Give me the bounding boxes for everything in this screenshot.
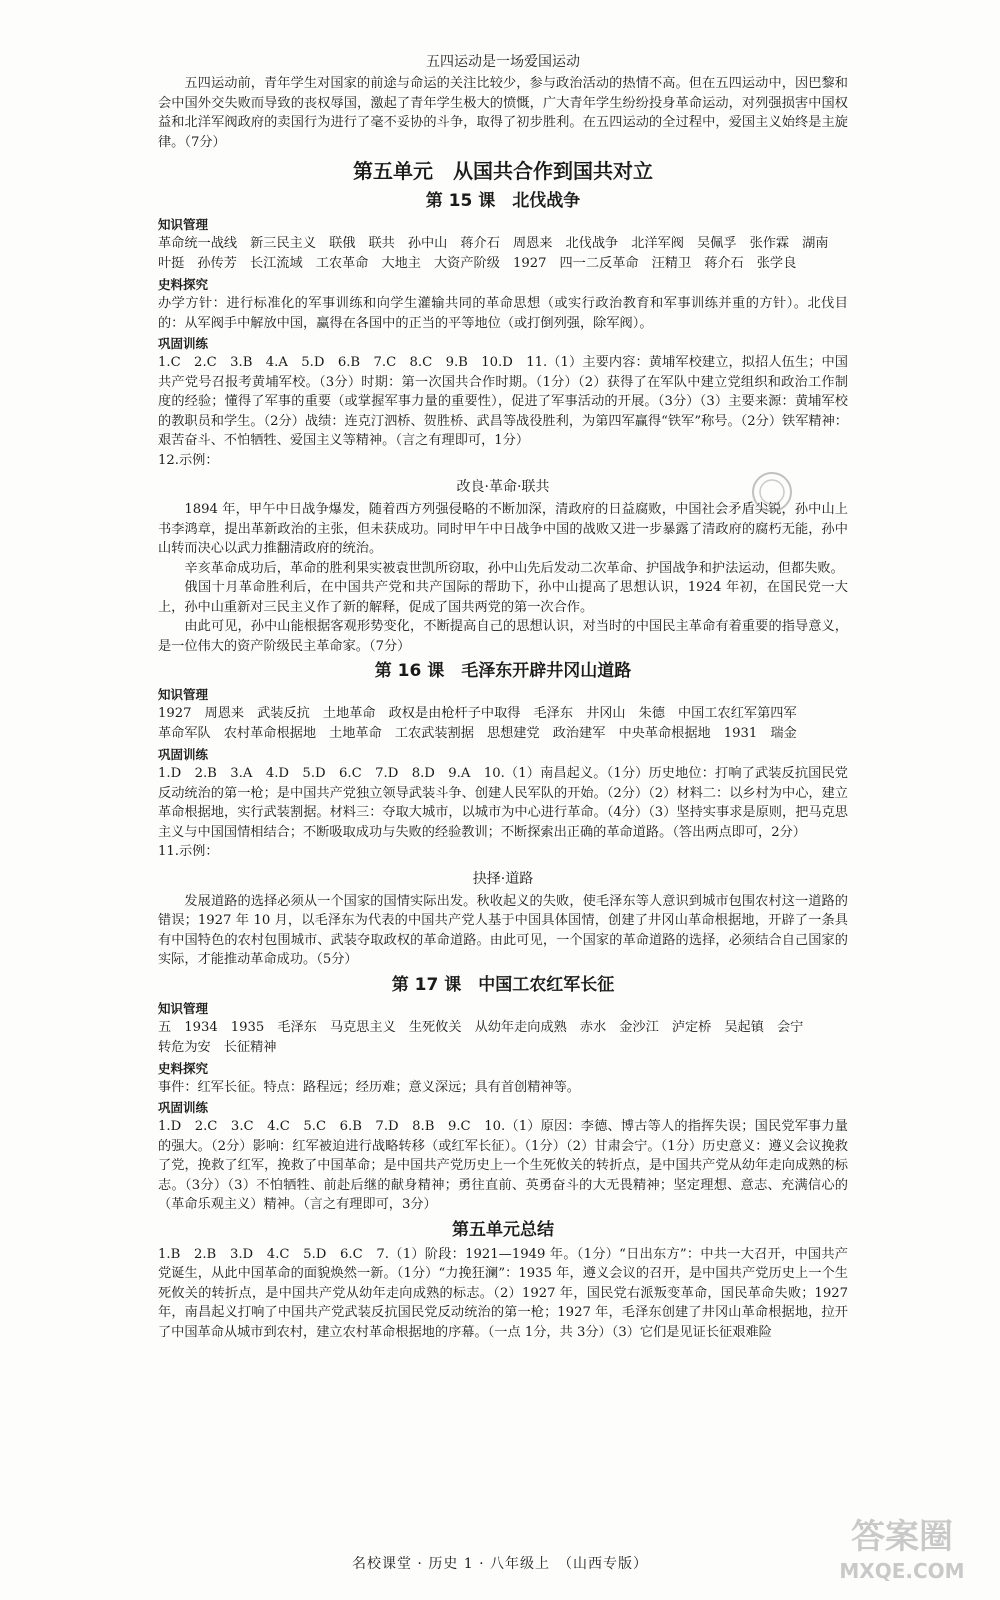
- term-item: 转危为安: [158, 1039, 211, 1055]
- term-item: 张学良: [756, 256, 797, 271]
- term-item: 蒋介石: [704, 256, 744, 271]
- unit-5-summary-title: 第五单元总结: [452, 1219, 554, 1240]
- term-item: 北伐战争: [565, 236, 619, 251]
- knowledge-label: 知识管理: [158, 687, 209, 702]
- term-item: 吴佩孚: [697, 236, 737, 251]
- term-item: 1927: [158, 706, 192, 721]
- term-item: 长征精神: [223, 1039, 277, 1055]
- lesson-15-essay-title: 改良·革命·联共: [456, 479, 550, 495]
- term-item: 蒋介石: [460, 236, 500, 251]
- unit-5-summary: [158, 1217, 848, 1343]
- lesson-16-essay-title: 抉择·道路: [472, 870, 534, 887]
- lesson-17-terms: [158, 1018, 848, 1058]
- lesson-16-practice: 1.D 2.B 3.A 4.D 5.D 6.C 7.D 8.D 9.A 10.（1）南昌起义。（1分）历史地位：打响了武装反抗国民党反动统治的第一枪；是中国共产党独立领导武装斗争、创建人民军队的开始。（2分）（2）材料二：以乡村为中心，建立革命根据地，实行武装割据。材料三：夺取大城市，以城市为中心进行革命。（4分）（3）坚持实事求是原则，把马克思主义与中国国情相结合；不断吸取成功与失败的经验教训；不断探索出正确的革命道路。（答出两点即可，2分）: [158, 766, 848, 840]
- term-item: 联共: [368, 236, 395, 251]
- term-item: 五: [158, 1019, 172, 1035]
- term-item: 四一二反革命: [559, 256, 639, 271]
- intro-essay-body: 五四运动前，青年学生对国家的前途与命运的关注比较少，参与政治活动的热情不高。但在五四运动中，因巴黎和会中国外交失败而导致的丧权辱国，激起了青年学生极大的愤慨，广大青年学生纷纷投身革命运动，对列强损害中国权益和北洋军阀政府的卖国行为进行了毫不妥协的斗争，取得了初步胜利。在五四运动的全过程中，爱国主义始终是主旋律。（7分）: [158, 76, 848, 150]
- lesson-16: [158, 658, 848, 970]
- term-item: 政权是由枪杆子中取得: [388, 706, 521, 721]
- lesson-15-essay-para: 1894 年，甲午中日战争爆发，随着西方列强侵略的不断加深，清政府的日益腐败，中国社会矛盾尖锐，孙中山上书李鸿章，提出革新政治的主张，但未获成功。同时甲午中日战争中国的战败又进一步暴露了清政府的腐朽无能，孙中山转而决心以武力推翻清政府的统治。: [158, 502, 848, 556]
- lesson-15: [158, 188, 848, 656]
- term-item: 中国工农红军第四军: [678, 706, 797, 721]
- term-item: 从幼年走向成熟: [474, 1019, 567, 1035]
- term-item: 工农武装割据: [394, 726, 474, 741]
- lesson-16-terms: [158, 704, 848, 744]
- question-12-label: 12.示例：: [158, 452, 219, 468]
- term-item: 吴起镇: [724, 1019, 764, 1035]
- lesson-17-practice: 1.D 2.C 3.C 4.C 5.C 6.B 7.D 8.B 9.C 10.（1）原因：李德、博古等人的指挥失误；国民党军事力量的强大。（2分）影响：红军被迫进行战略转移（或红军长征）。（1分）（2）甘肃会宁。（1分）历史意义：遵义会议挽救了党，挽救了红军，挽救了中国革命；是中国共产党历史上一个生死攸关的转折点，是中国共产党从幼年走向成熟的标志。（3分）（3）不怕牺牲、前赴后继的献身精神；勇往直前、英勇奋斗的大无畏精神；坚定理想、意志、充满信心的（革命乐观主义）精神。（言之有理即可，3分）: [158, 1119, 848, 1212]
- term-item: 大地主: [381, 256, 421, 271]
- term-item: 长江流域: [249, 256, 303, 271]
- unit-5-summary-text: 1.B 2.B 3.D 4.C 5.D 6.C 7.（1）阶段：1921—1949 年。（1分）“日出东方”：中共一大召开，中国共产党诞生，从此中国革命的面貌焕然一新。（1分）“力挽狂澜”：1935 年，遵义会议的召开，是中国共产党历史上一个生死攸关的转折点，是中国共产党从幼年走向成熟的标志。（2）1927 年，国民党右派叛变革命，国民革命失败；1927 年，南昌起义打响了中国共产党武装反抗国民党反动统治的第一枪；1927 年，毛泽东创建了井冈山革命根据地，拉开了中国革命从城市到农村，建立农村革命根据地的序幕。（一点 1分，共 3分）（3）它们是见证长征艰难险: [158, 1246, 848, 1340]
- term-item: 毛泽东: [533, 706, 574, 721]
- term-item: 朱德: [638, 706, 665, 721]
- term-item: 新三民主义: [250, 236, 317, 251]
- intro-essay: [158, 52, 848, 152]
- term-item: 革命统一战线: [158, 236, 238, 251]
- lesson-15-essay-para: 由此可见，孙中山能根据客观形势变化，不断提高自己的思想认识，对当时的中国民主革命有着重要的指导意义，是一位伟大的资产阶级民主革命家。（7分）: [158, 619, 848, 654]
- lesson-17-sources: 事件：红军长征。特点：路程远；经历难；意义深远；具有首创精神等。: [158, 1079, 580, 1095]
- term-item: 孙中山: [407, 236, 448, 251]
- watermark-bottom-text: MXQE.COM: [839, 1559, 965, 1583]
- watermark-top-text: 答案圈: [851, 1517, 953, 1557]
- term-item: 张作霖: [749, 236, 790, 251]
- lesson-17: [158, 972, 848, 1215]
- term-item: 井冈山: [586, 706, 626, 721]
- sources-label: 史料探究: [158, 277, 209, 292]
- term-item: 联俄: [329, 236, 356, 251]
- term-item: 马克思主义: [329, 1019, 396, 1035]
- term-item: 1931: [723, 726, 758, 741]
- page-footer: 名校课堂 · 历史 1 · 八年级上 （山西专版）: [351, 1556, 649, 1572]
- term-item: 1927: [512, 256, 547, 271]
- lesson-15-essay-para: 辛亥革命成功后，革命的胜利果实被袁世凯所窃取，孙中山先后发动二次革命、护国战争和护法运动，但都失败。: [184, 560, 844, 576]
- lesson-15-terms: [158, 234, 848, 274]
- intro-essay-title: 五四运动是一场爱国运动: [426, 54, 580, 70]
- term-item: 中央革命根据地: [618, 726, 711, 741]
- watermark-logo: [822, 1508, 982, 1588]
- term-item: 大资产阶级: [434, 256, 500, 271]
- knowledge-label: 知识管理: [158, 217, 209, 232]
- term-item: 会宁: [776, 1019, 804, 1035]
- lesson-16-title: 第 16 课 毛泽东开辟井冈山道路: [374, 661, 632, 681]
- lesson-15-sources: 办学方针：进行标准化的军事训练和向学生灌输共同的革命思想（或实行政治教育和军事训练并重的方针）。北伐目的：从军阀手中解放中国，赢得在各国中的正当的平等地位（或打倒列强，除军阀）。: [158, 296, 848, 331]
- term-item: 思想建党: [486, 726, 540, 741]
- term-item: 政治建军: [552, 726, 606, 741]
- term-item: 工农革命: [315, 256, 369, 271]
- ink-stamp-icon: [750, 470, 794, 514]
- term-item: 1934: [184, 1019, 218, 1035]
- term-item: 金沙江: [619, 1019, 659, 1035]
- lesson-15-title: 第 15 课 北伐战争: [425, 191, 581, 211]
- term-item: 泸定桥: [671, 1019, 712, 1035]
- term-item: 武装反抗: [257, 706, 310, 721]
- term-item: 土地革命: [322, 706, 376, 721]
- answer-page: [158, 52, 848, 1342]
- term-item: 革命军队: [158, 726, 211, 741]
- practice-label: 巩固训练: [158, 747, 209, 762]
- term-item: 土地革命: [329, 726, 382, 741]
- term-item: 1935: [230, 1019, 265, 1035]
- term-item: 汪精卫: [651, 256, 692, 271]
- term-item: 叶挺: [158, 256, 185, 271]
- practice-label: 巩固训练: [158, 336, 209, 351]
- lesson-15-essay-para: 俄国十月革命胜利后，在中国共产党和共产国际的帮助下，孙中山提高了思想认识，1924 年初，在国民党一大上，孙中山重新对三民主义作了新的解释，促成了国共两党的第一次合作。: [158, 580, 848, 615]
- term-item: 生死攸关: [408, 1019, 462, 1035]
- lesson-17-title: 第 17 课 中国工农红军长征: [391, 974, 615, 995]
- term-item: 周恩来: [204, 706, 245, 721]
- term-item: 毛泽东: [277, 1019, 317, 1035]
- practice-label: 巩固训练: [158, 1100, 209, 1115]
- unit-title: 第五单元 从国共合作到国共对立: [353, 159, 653, 183]
- lesson-15-practice: 1.C 2.C 3.B 4.A 5.D 6.B 7.C 8.C 9.B 10.D 11.（1）主要内容：黄埔军校建立，拟招人伍生；中国共产党号召报考黄埔军校。（3分）时期：第一次国共合作时期。（1分）（2）获得了在军队中建立党组织和政治工作制度的经验；懂得了军事的重要（或掌握军事力量的重要性），促进了军事活动的开展。（3分）（3）主要来源：黄埔军校的教职员和学生。（2分）战绩：连克汀泗桥、贺胜桥、武昌等战役胜利，为第四军赢得“铁军”称号。（2分）铁军精神：艰苦奋斗、不怕牺牲、爱国主义等精神。（言之有理即可，1分）: [158, 355, 848, 448]
- term-item: 湖南: [802, 236, 829, 251]
- knowledge-label: 知识管理: [158, 1000, 209, 1016]
- term-item: 周恩来: [512, 236, 553, 251]
- term-item: 农村革命根据地: [223, 726, 317, 741]
- term-item: 赤水: [579, 1019, 607, 1035]
- lesson-16-essay-body: 发展道路的选择必须从一个国家的国情实际出发。秋收起义的失败，使毛泽东等人意识到城市包围农村这一道路的错误；1927 年 10 月，以毛泽东为代表的中国共产党人基于中国具体国情，创建了井冈山革命根据地，开辟了一条具有中国特色的农村包围城市、武装夺取政权的革命道路。由此可见，一个国家的革命道路的选择，必须结合自己国家的实际，才能推动革命成功。（5分）: [158, 893, 848, 967]
- term-item: 北洋军阀: [631, 236, 684, 251]
- sources-label: 史料探究: [158, 1060, 209, 1076]
- term-item: 瑞金: [770, 726, 797, 741]
- term-item: 孙传芳: [197, 256, 237, 271]
- question-11-label: 11.示例：: [158, 844, 219, 859]
